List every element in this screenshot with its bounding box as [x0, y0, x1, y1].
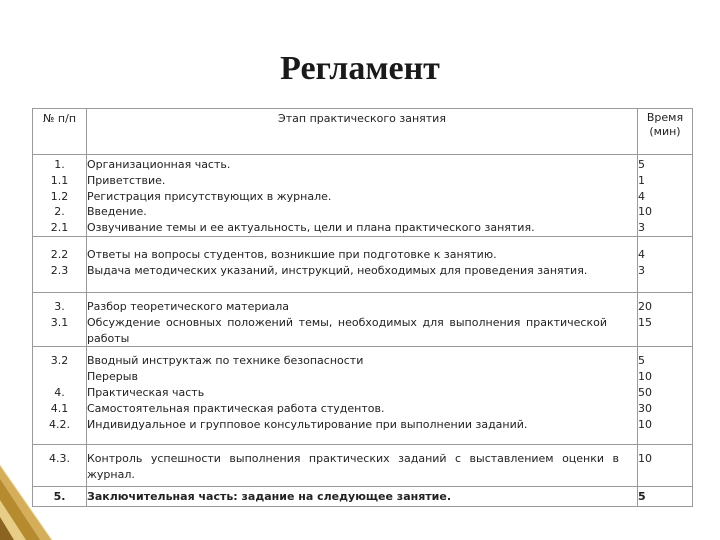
row-number: 2.1 — [50, 221, 69, 235]
row-time: 10 — [638, 452, 652, 466]
row-time: 3 — [638, 221, 645, 235]
row-time: 5 — [638, 490, 646, 504]
row-time: 50 — [638, 385, 652, 399]
row-text: Практическая часть — [87, 385, 205, 399]
row-time: 10 — [638, 370, 652, 384]
page-title: Регламент — [280, 50, 440, 87]
row-text: Регистрация присутствующих в журнале. — [87, 189, 332, 203]
row-number — [33, 369, 86, 385]
table-row — [33, 237, 693, 293]
row-times — [638, 445, 693, 487]
table-row — [33, 155, 693, 237]
row-numbers — [33, 293, 87, 347]
row-number: 1.2 — [50, 189, 69, 203]
row-number: 4. — [54, 385, 65, 399]
row-times — [638, 155, 693, 237]
row-text: Приветствие. — [87, 173, 166, 187]
row-number: 2.2 — [50, 248, 69, 261]
row-time: 30 — [638, 401, 652, 415]
row-times — [638, 293, 693, 347]
row-texts — [87, 445, 638, 487]
row-number: 4.2. — [49, 417, 70, 431]
row-time: 1 — [638, 173, 645, 187]
row-text: Ответы на вопросы студентов, возникшие при подготовке к занятию. — [87, 248, 497, 261]
row-text: Перерыв — [87, 370, 138, 384]
table-row — [33, 293, 693, 347]
row-number: 5. — [53, 490, 66, 504]
row-numbers — [33, 237, 87, 293]
row-time: 10 — [638, 417, 652, 431]
header-num: № п/п — [33, 109, 87, 155]
row-numbers — [33, 155, 87, 237]
row-number: 2.3 — [50, 263, 69, 277]
row-time: 5 — [638, 354, 645, 368]
row-time: 5 — [638, 158, 645, 171]
table-row — [33, 445, 693, 487]
row-number: 1. — [54, 158, 65, 171]
row-text: Разбор теоретического материала — [87, 300, 289, 313]
row-texts — [87, 237, 638, 293]
row-text: Обсуждение основных положений темы, необходимых для выполнения практической работы — [87, 315, 607, 345]
row-number: 4.1 — [50, 401, 69, 415]
table-row — [33, 487, 693, 507]
row-text: Индивидуальное и групповое консультирование при выполнении заданий. — [87, 417, 528, 431]
corner-decoration — [0, 445, 60, 540]
row-time: 10 — [638, 205, 652, 219]
row-texts — [87, 487, 638, 507]
row-time: 15 — [638, 315, 652, 329]
row-text: Заключительная часть: задание на следующее занятие. — [87, 490, 451, 504]
row-texts — [87, 155, 638, 237]
row-text: Вводный инструктаж по технике безопасности — [87, 354, 364, 368]
row-number: 3.2 — [50, 354, 69, 368]
row-text: Самостоятельная практическая работа студентов. — [87, 401, 385, 415]
row-time: 4 — [638, 189, 645, 203]
row-text: Контроль успешности выполнения практических заданий с выставлением оценки в журнал. — [87, 452, 619, 482]
row-text: Организационная часть. — [87, 158, 231, 171]
row-numbers — [33, 347, 87, 445]
table-row — [33, 347, 693, 445]
row-texts — [87, 347, 638, 445]
table-header-row — [33, 109, 693, 155]
row-number: 4.3. — [49, 452, 70, 466]
row-number: 1.1 — [50, 173, 69, 187]
row-time: 3 — [638, 263, 645, 277]
row-text: Введение. — [87, 205, 147, 219]
row-time: 20 — [638, 300, 652, 313]
row-times — [638, 487, 693, 507]
row-time: 4 — [638, 248, 645, 261]
row-texts — [87, 293, 638, 347]
header-time: Время (мин) — [638, 109, 693, 155]
row-number: 3.1 — [50, 315, 69, 329]
schedule-table — [32, 108, 693, 507]
header-stage: Этап практического занятия — [87, 109, 638, 155]
row-text: Выдача методических указаний, инструкций, необходимых для проведения занятия. — [87, 263, 588, 277]
row-number: 3. — [54, 300, 65, 313]
row-text: Озвучивание темы и ее актуальность, цели и плана практического занятия. — [87, 221, 535, 235]
row-number: 2. — [54, 205, 65, 219]
row-times — [638, 347, 693, 445]
row-times — [638, 237, 693, 293]
